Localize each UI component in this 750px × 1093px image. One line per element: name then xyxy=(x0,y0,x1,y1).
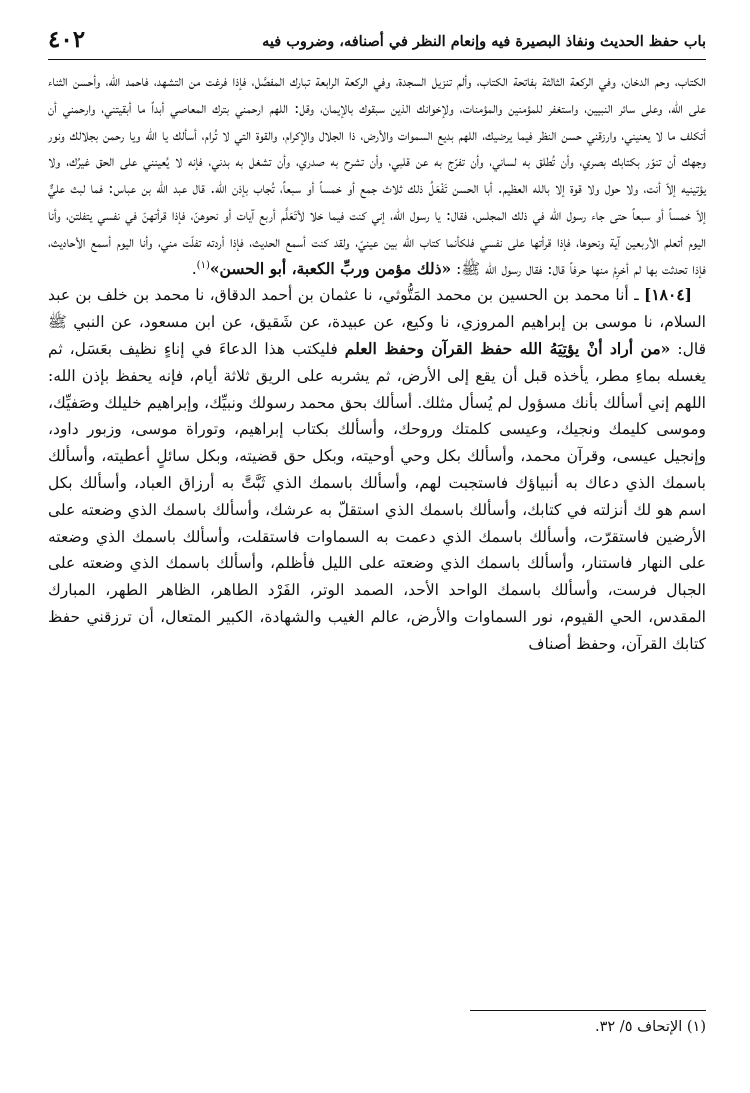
hadith-text: فليكتب هذا الدعاءَ في إناءٍ نظيف بعَسَل، ثم يغسله بماءِ مطر، يأخذه قبل أن يقع إلى الأرض، ثم يشربه على الريق ثلاثة أيام، فإنه يحفظ بإذن الله: اللهم إني أسألك بأنك مسؤول لم يُسأل مثلك. أسألك بحق محمد رسولك ونبيِّك، وإبراهيم خليلك وصَفيِّك، وموسى كليمك ونجيك، وعيسى كلمتك وروحك، وأسألك بكتاب إبراهيم، وتوراة موسى، وزبور داود، وإنجيل عيسى، وقرآن محمد، وأسألك بكل وحي أوحيته، وبكل حق قضيته، وبكل سائلٍ أعطيته، وأسألك باسمك الذي دعاك به أنبياؤك فاستجبت لهم، وأسألك باسمك الذي ثَبَّتَّ به أرزاق العباد، وأسألك بكل اسم هو لك أنزلته في كتابك، وأسألك باسمك الذي استقلّ به عرشك، وأسألك باسمك الذي وضعته على الأرضين فاستقرّت، وأسألك باسمك الذي دعمت به السماوات فاستقلت، وأسألك باسمك الذي وضعته على النهار فاستنار، وأسألك باسمك الذي وضعته على الليل فأظلم، وأسألك باسمك الذي وضعته على الجبال فرست، وأسألك باسمك الواحد الأحد، الصمد الوتر، الفَرْد الطاهر، الظاهر الطهر، المبارك المقدس، الحي القيوم، نور السماوات والأرض، عالم الغيب والشهادة، الكبير المتعال، أن ترزقني حفظ كتابك القرآن، وحفظ أصناف xyxy=(48,339,706,653)
page xyxy=(48,24,706,1064)
footnote-rule xyxy=(470,1010,706,1011)
page-header xyxy=(48,24,706,54)
paragraph-end: . xyxy=(191,259,197,278)
paragraph-hadith-1804 xyxy=(48,282,706,657)
page-number: ٤٠٢ xyxy=(48,26,86,53)
hadith-number: [١٨٠٤] xyxy=(644,285,692,305)
hadith-quote: «من أراد أنْ يؤتِيَهُ الله حفظ القرآن وحفظ العلم xyxy=(344,338,671,358)
body-text xyxy=(48,68,706,658)
footnote: (١) الإتحاف ٥/ ٣٢. xyxy=(595,1019,706,1035)
footnote-reference: (١) xyxy=(196,259,210,271)
paragraph-text: الكتاب، وحم الدخان، وفي الركعة الثالثة بفاتحة الكتاب، وألم تنزيل السجدة، وفي الركعة الرابعة تبارك المفصَّل، فإذا فرغت من التشهد، فاحمد الله، وأحسن الثناء على الله، وعلى سائر النبيين، واستغفر للمؤمنين والمؤمنات، ولإخوانك الذين سبقوك بالإيمان، وقل: اللهم ارحمني بترك المعاصي أبداً ما أبقيتني، وارحمني أن أتكلف ما لا يعنيني، وارزقني حسن النظر فيما يرضيك، اللهم بديع السموات والأرض، ذا الجلال والإكرام، والقوة التي لا تُرام، أسألك يا الله ويا رحمن بجلالك ونور وجهك أن تنوّر بكتابك بصري، وأن تُطلق به لساني، وأن تفرّج به عن قلبي، وأن تشرح به صدري، وأن تشغل به بدني، فإنه لا يُعينني على الحق غيرُك، ولا يؤتينيه إلاّ أنت، ولا حول ولا قوة إلا بالله العظيم. أبا الحسن تَفْعَلُ ذلك ثلاث جمع أو خمساً أو سبعاً، تُجاب بإذن الله. قال عبد الله بن عباس: فما لبث عليٌّ إلاّ خمساً أو سبعاً حتى جاء رسول الله في ذلك المجلس، فقال: يا رسول الله، إني كنت فيما خلا لأتَعَلَّم أربع آيات أو نحوهنّ، فإذا قرأتهنّ في نفسي يتفلتن، وأنا اليوم أتعلم الأربعين آية ونحوها، فإذا قرأتها على نفسي فلكأنما كتاب الله بين عينيّ، ولقد كنت أسمع الحديث، فإذا أردته تفلّت مني، وأنا اليوم أسمع الأحاديث، فإذا تحدثت بها لم أخرِمْ منها حرفاً قال: فقال رسول الله ﷺ: xyxy=(48,72,706,278)
prophet-quote: «ذلك مؤمن وربِّ الكعبة، أبو الحسن» xyxy=(209,258,452,278)
header-rule xyxy=(48,59,706,60)
isnad-text: ـ أنا محمد بن الحسين بن محمد المَتُّوثي، نا عثمان بن أحمد الدقاق، نا محمد بن خلف بن عبد السلام، نا موسى بن إبراهيم المروزي، نا وكيع، عن عبيدة، عن شَقيق، عن ابن مسعود، عن النبي ﷺ قال: xyxy=(48,286,706,358)
running-title: باب حفظ الحديث ونفاذ البصيرة فيه وإنعام النظر في أصنافه، وضروب فيه xyxy=(262,33,706,50)
paragraph-continuation xyxy=(48,68,706,282)
